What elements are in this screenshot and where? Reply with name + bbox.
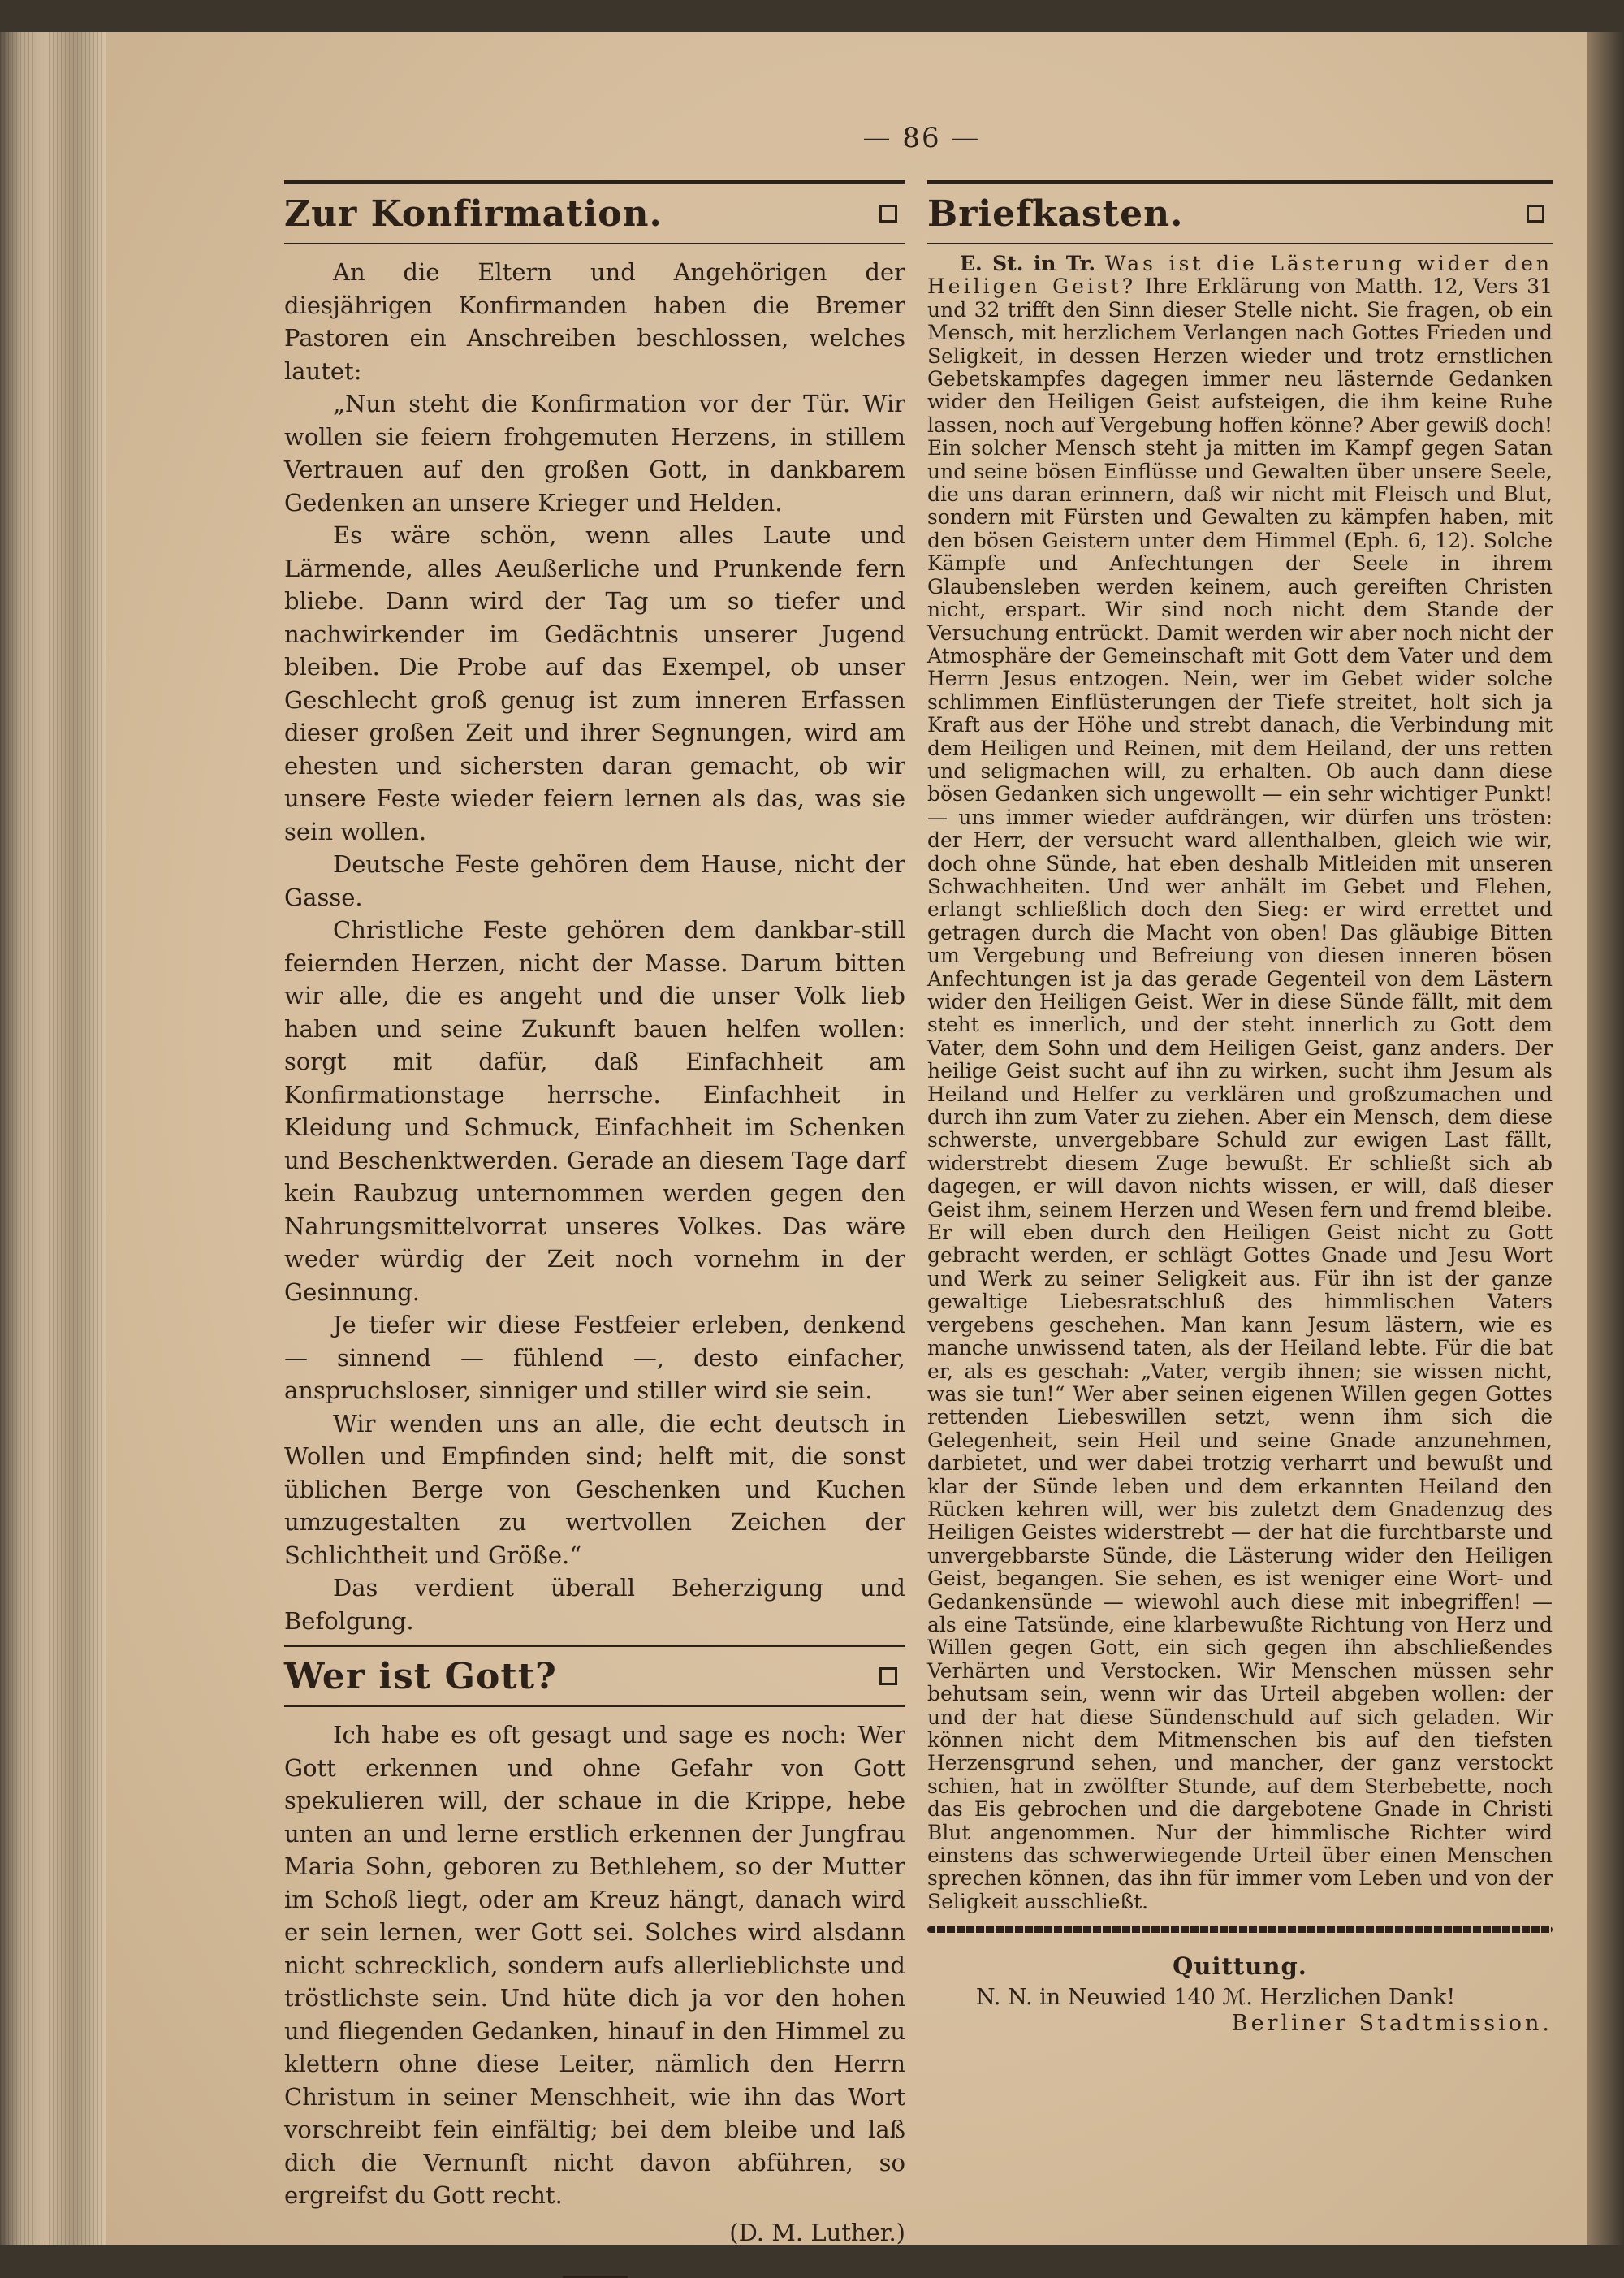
wavy-divider [927,1926,1553,1933]
receipt-title: Quittung. [1173,1952,1307,1981]
book-page-edges [0,32,106,2245]
attribution-row [284,2219,905,2246]
receipt-line: N. N. in Neuwied 140 ℳ. Herzlichen Dank! [976,1985,1456,2011]
page-right-shadow [1587,32,1624,2245]
article-paragraph: Je tiefer wir diese Festfeier erleben, denkend — sinnend — fühlend —, desto einfacher, anspruchsloser, sinniger und stiller wird sie sein. [284,1311,905,1404]
question: Was ist die Lästerung wider den Heiligen Geist? [927,252,1553,299]
square-ornament-icon [879,205,897,223]
article-paragraph: Wir wenden uns an alle, die echt deutsch in Wollen und Empfinden sind; helft mit, die sonst üblichen Berge von Geschenken und Kuchen umzugestalten zu wertvollen Zeichen der Schlichtheit und Größe.“ [284,1409,905,1569]
page-number: — 86 — [862,122,981,154]
left-column [284,180,905,2278]
article-paragraph: Es wäre schön, wenn alles Laute und Lärmende, alles Aeußerliche und Prunkende fern bliebe. Dann wird der Tag um so tiefer und nachwirkender im Gedächtnis unserer Jugend bleiben. Die Probe auf das Exempel, ob unser Geschlecht groß genug ist zum inneren Erfassen dieser großen Zeit und ihrer Segnungen, wird am ehesten und sichersten daran gemacht, ob wir unsere Feste wieder feiern lernen als das, was sie sein wollen. [284,521,905,845]
end-dash [563,2276,628,2278]
square-ornament-icon [1527,205,1544,223]
briefkasten-heading-row [927,184,1553,243]
receipt-signature: Berliner Stadtmission. [1231,2011,1553,2037]
article-title-wer-ist-gott: Wer ist Gott? [284,1655,557,1697]
heading-rule [284,243,905,244]
article-title-konfirmation: Zur Konfirmation. [284,192,663,235]
article-heading-row [284,1647,905,1705]
answer: Ihre Erklärung von Matth. 12, Vers 31 und 32 trifft den Sinn dieser Stelle nicht. Sie fragen, ob ein Mensch, mit herzlichem Verlangen nach Gottes Frieden und Seligkeit, in dessen Herzen wieder und trotz ernstlichen Gebetskampfes dagegen immer neu lästernde Gedanken wider den Heiligen Geist aufsteigen, die ihm keine Ruhe lassen, noch auf Vergebung hoffen könne? Aber gewiß doch! Ein solcher Mensch steht ja mitten im Kampf gegen Satan und seine bösen Einflüsse und Gewalten über unsere Seele, die uns daran erinnern, daß wir nicht mit Fleisch und Blut, sondern mit Fürsten und Gewalten zu kämpfen haben, mit den bösen Geistern unter dem Himmel (Eph. 6, 12). Solche Kämpfe und Anfechtungen der Seele in ihrem Glaubensleben werden keinem, auch gereiften Christen nicht, erspart. Wir sind noch nicht dem Stande der Versuchung entrückt. Damit werden wir aber noch nicht der Atmosphäre der Gemeinschaft mit Gott dem Vater und dem Herrn Jesus entzogen. Nein, wer im Gebet wider solche schlimmen Einflüsterungen der Tiefe streitet, holt sich ja Kraft aus der Höhe und strebt danach, die Verbindung mit dem Heiligen und Reinen, mit dem Heiland, der uns retten und seligmachen will, zu erhalten. Ob auch dann diese bösen Gedanken sich ungewollt — ein sehr wichtiger Punkt! — uns immer wieder aufdrängen, wir dürfen uns trösten: der Herr, der versucht ward allenthalben, gleich wie wir, doch ohne Sünde, hat eben deshalb Mitleiden mit unseren Schwachheiten. Und wer anhält im Gebet und Flehen, erlangt schließlich doch den Sieg: er wird errettet und getragen durch die Macht von oben! Das gläubige Bitten um Vergebung und Befreiung von diesen inneren bösen Anfechtungen ist ja das gerade Gegenteil von dem Lästern wider den Heiligen Geist. Wer in diese Sünde fällt, mit dem steht es innerlich, und der steht innerlich zu Gott dem Vater, dem Sohn und dem Heiligen Geist, ganz anders. Der heilige Geist sucht auf ihn zu wirken, sucht ihm Jesum als Heiland und Helfer zu verklären und großzumachen und durch ihn zum Vater zu ziehen. Aber ein Mensch, dem diese schwerste, unvergebbare Schuld zur ewigen Last fällt, widerstrebt diesem Zuge bewußt. Er schließt sich ab dagegen, er will davon nichts wissen, er will, daß dieser Geist ihm, seinem Herzen und Wesen fern und fremd bleibe. Er will eben durch den Heiligen Geist nicht zu Gott gebracht werden, er schlägt Gottes Gnade und Jesu Wort und Werk zu seiner Seligkeit aus. Für ihn ist der ganze gewaltige Liebesratschluß des himmlischen Vaters vergebens geschehen. Man kann Jesum lästern, wie es manche unwissend taten, als der Heiland lebte. Für die bat er, als es geschah: „Vater, vergib ihnen; sie wissen nicht, was sie tun!“ Wer aber seinen eigenen Willen gegen Gottes rettenden Liebeswillen setzt, wenn ihm sich die Gelegenheit, sein Heil und seine Gnade anzunehmen, darbietet, und wer dabei trotzig verharrt und bewußt und klar der Sünde leben und dem erkannten Heiland den Rücken kehren will, wer bis zuletzt dem Gnadenzug des Heiligen Geistes widerstrebt — der hat die furchtbarste und unvergebbarste Sünde, die Lästerung wider den Heiligen Geist, begangen. Sie sehen, es ist weniger eine Wort- und Gedankensünde — wiewohl auch diese mit inbegriffen! — als eine Tatsünde, eine klarbewußte Richtung von Herz und Willen gegen Gott, ein sich gegen ihn abschließendes Verhärten und Verstocken. Wir Menschen müssen sehr behutsam sein, wenn wir das Urteil abgeben wollen: der und der hat diese Sündenschuld auf sich geladen. Wir können nicht dem Mitmenschen bis auf den tiefsten Herzensgrund sehen, und mancher, der ganz verstockt schien, hat in zwölfter Stunde, auf dem Sterbebette, noch das Eis gebrochen und die dargebotene Gnade in Christi Blut angenommen. Nur der himmlische Richter wird einstens das schwerwiegende Urteil über einen Menschen sprechen können, das ihn für immer vom Leben und von der Seligkeit ausschließt. [927,274,1553,1913]
addressee: E. St. in Tr. [960,252,1096,275]
article-body-wer-ist-gott [284,1718,905,2246]
article-intro: An die Eltern und Angehörigen der diesjährigen Konfirmanden haben die Bremer Pastoren ein Anschreiben beschlossen, welches lautet: [284,258,905,385]
article-paragraph: „Nun steht die Konfirmation vor der Tür. Wir wollen sie feiern frohgemuten Herzens, in stillem Vertrauen auf den großen Gott, in dankbarem Gedenken an unsere Krieger und Helden. [284,390,905,517]
article-paragraph: Deutsche Feste gehören dem Hause, nicht der Gasse. [284,850,905,911]
right-column [927,180,1553,2037]
briefkasten-body [927,253,1553,1913]
heading-rule [284,1705,905,1707]
article-body-konfirmation [284,256,905,1637]
briefkasten-title: Briefkasten. [927,192,1184,235]
square-ornament-icon [879,1667,897,1685]
article-paragraph: Christliche Feste gehören dem dankbar-still feiernden Herzen, nicht der Masse. Darum bitten wir alle, die es angeht und die unser Volk lieb haben und seine Zukunft bauen helfen wollen: sorgt mit dafür, daß Einfachheit am Konfirmationstage herrsche. Einfachheit in Kleidung und Schmuck, Einfachheit im Schenken und Beschenktwerden. Gerade an diesem Tage darf kein Raubzug unternommen werden gegen den Nahrungsmittelvorrat unseres Volkes. Das wäre weder würdig der Zeit noch vornehm in der Gesinnung. [284,916,905,1306]
article-paragraph: Ich habe es oft gesagt und sage es noch: Wer Gott erkennen und ohne Gefahr von Gott spekulieren will, der schaue in die Krippe, hebe unten an und lerne erstlich erkennen der Jungfrau Maria Sohn, geboren zu Bethlehem, so der Mutter im Schoß liegt, oder am Kreuz hängt, danach wird er sein lernen, wer Gott sei. Solches wird alsdann nicht schrecklich, sondern aufs allerlieblichste und tröstlichste sein. Und hüte dich ja vor den hohen und fliegenden Gedanken, hinauf in den Himmel zu klettern ohne diese Leiter, nämlich den Herrn Christum in seiner Menschheit, wie ihn das Wort vorschreibt fein einfältig; bei dem bleibe und laß dich die Vernunft nicht davon abführen, so ergreifst du Gott recht. [284,1721,905,2209]
heading-rule [927,243,1553,244]
briefkasten-letter [927,253,1553,1913]
article-heading-row [284,184,905,243]
attribution: (D. M. Luther.) [729,2218,905,2246]
article-paragraph: Das verdient überall Beherzigung und Befolgung. [284,1574,905,1635]
